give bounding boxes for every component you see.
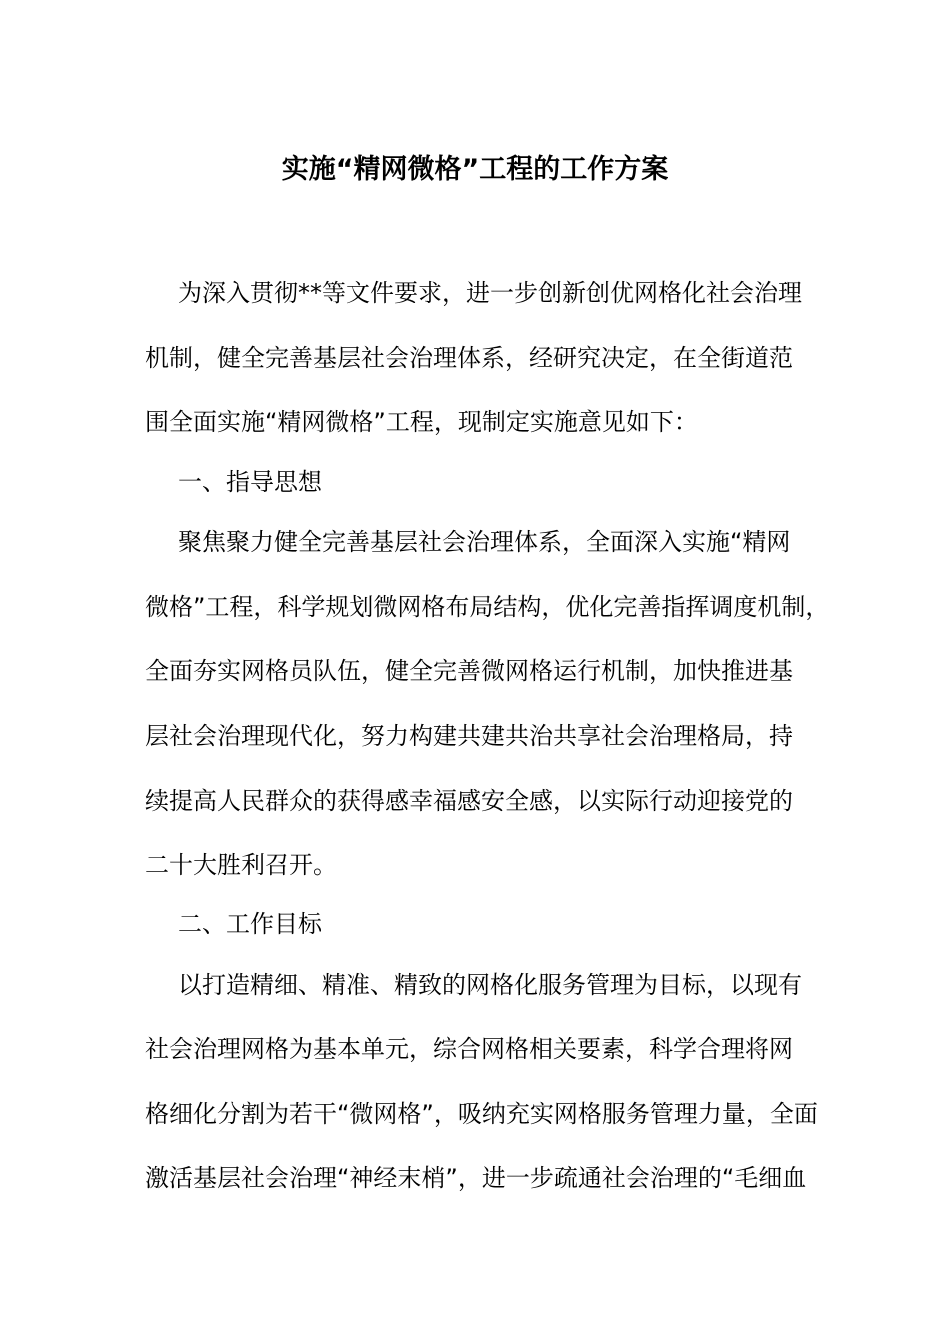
section-heading: 一、指导思想 bbox=[178, 468, 322, 496]
paragraph-line: 社会治理网格为基本单元，综合网格相关要素，科学合理将网 bbox=[145, 1035, 793, 1063]
paragraph-line: 续提高人民群众的获得感幸福感安全感，以实际行动迎接党的 bbox=[145, 787, 793, 815]
paragraph-line: 以打造精细、精准、精致的网格化服务管理为目标，以现有 bbox=[178, 971, 802, 999]
paragraph-line: 层社会治理现代化，努力构建共建共治共享社会治理格局，持 bbox=[145, 722, 793, 750]
paragraph-line: 围全面实施“精网微格”工程，现制定实施意见如下： bbox=[145, 408, 698, 436]
paragraph-line: 激活基层社会治理“神经末梢”，进一步疏通社会治理的“毛细血 bbox=[145, 1164, 807, 1192]
document-title: 实施“精网微格”工程的工作方案 bbox=[281, 154, 669, 185]
section-heading: 二、工作目标 bbox=[178, 910, 322, 938]
paragraph-line: 聚焦聚力健全完善基层社会治理体系，全面深入实施“精网 bbox=[178, 528, 791, 556]
paragraph-line: 机制，健全完善基层社会治理体系，经研究决定，在全街道范 bbox=[145, 344, 793, 372]
paragraph-line: 微格”工程，科学规划微网格布局结构，优化完善指挥调度机制， bbox=[145, 593, 830, 621]
paragraph-line: 格细化分割为若干“微网格”，吸纳充实网格服务管理力量，全面 bbox=[145, 1100, 818, 1128]
paragraph-line: 二十大胜利召开。 bbox=[145, 851, 337, 879]
paragraph-line: 为深入贯彻**等文件要求，进一步创新创优网格化社会治理 bbox=[178, 279, 802, 307]
paragraph-line: 全面夯实网格员队伍，健全完善微网格运行机制，加快推进基 bbox=[145, 657, 793, 685]
